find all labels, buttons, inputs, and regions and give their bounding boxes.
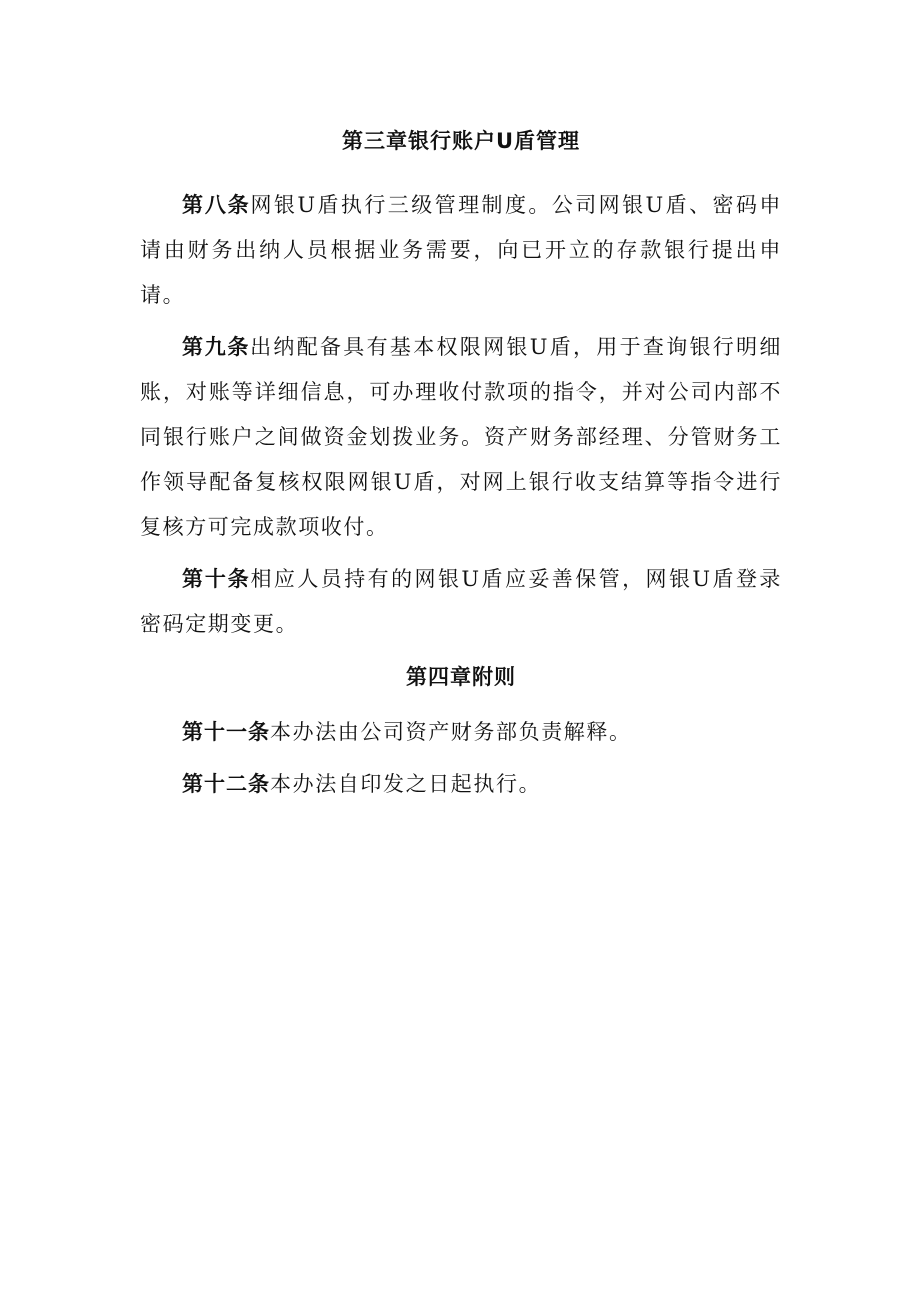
article-eight: [140, 183, 782, 318]
article-nine-text: 出纳配备具有基本权限网银U盾，用于查询银行明细账，对账等详细信息，可办理收付款项的指令，并对公司内部不同银行账户之间做资金划拨业务。资产财务部经理、分管财务工作领导配备复核权限网银U盾，对网上银行收支结算等指令进行复核方可完成款项收付。: [140, 335, 783, 539]
article-eleven: [140, 710, 782, 755]
article-eleven-number: 第十一条: [182, 720, 270, 744]
article-eight-number: 第八条: [182, 193, 251, 217]
article-nine: [140, 325, 782, 550]
article-ten-text: 相应人员持有的网银U盾应妥善保管，网银U盾登录密码定期变更。: [140, 567, 782, 636]
article-twelve: [140, 762, 782, 807]
article-ten-number: 第十条: [182, 567, 251, 591]
article-nine-number: 第九条: [182, 335, 251, 359]
article-twelve-number: 第十二条: [182, 772, 270, 796]
chapter-three-title: 第三章银行账户U盾管理: [341, 129, 581, 153]
chapter-four-title: 第四章附则: [406, 665, 516, 689]
article-twelve-text: 本办法自印发之日起执行。: [270, 772, 542, 796]
document-page: [140, 118, 782, 814]
article-eight-text: 网银U盾执行三级管理制度。公司网银U盾、密码申请由财务出纳人员根据业务需要，向已开立的存款银行提出申请。: [140, 193, 782, 307]
article-ten: [140, 557, 782, 647]
article-eleven-text: 本办法由公司资产财务部负责解释。: [270, 720, 632, 744]
